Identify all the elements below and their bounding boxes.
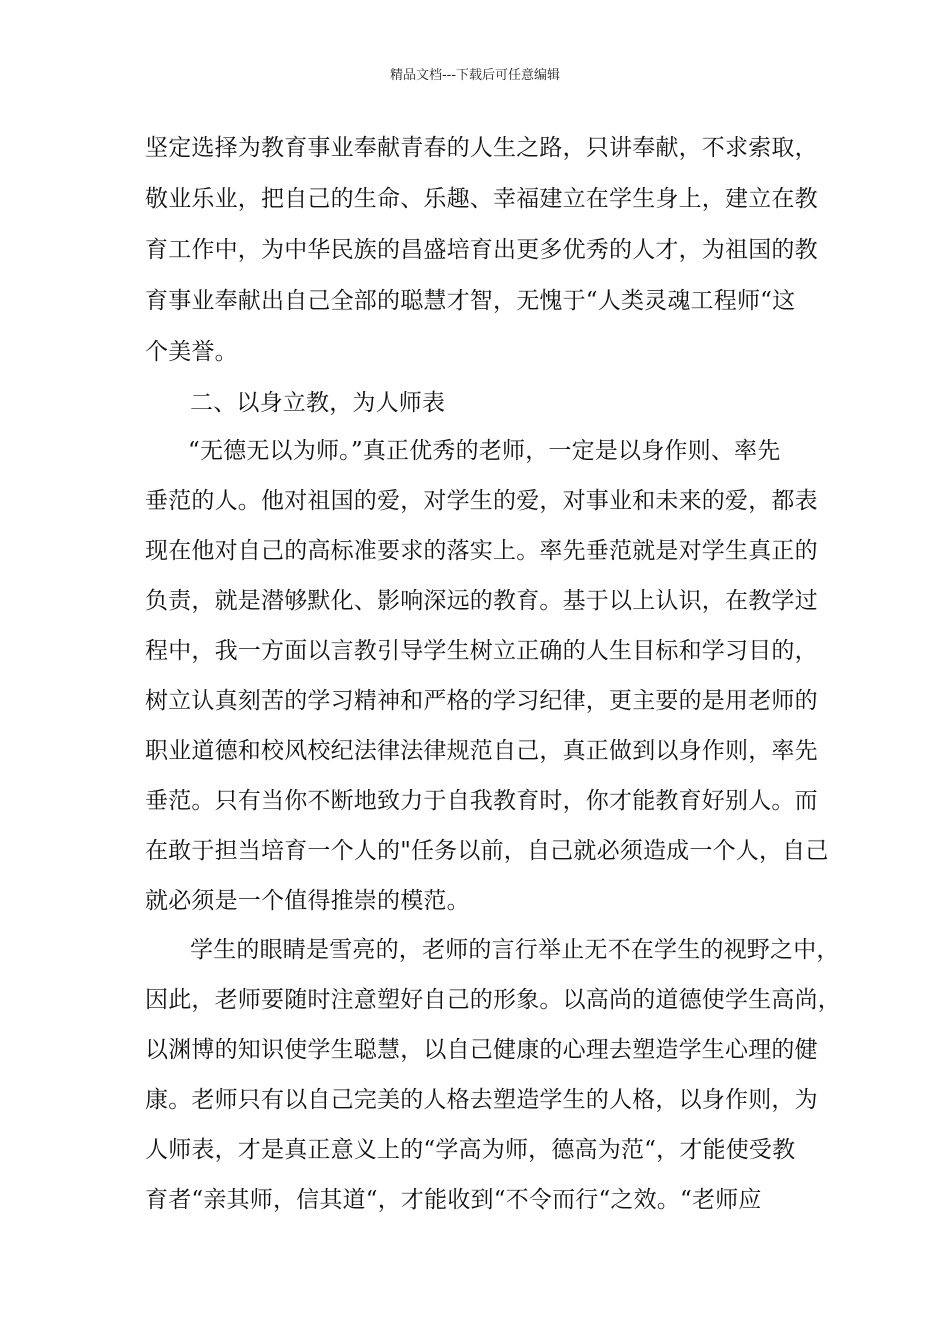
text-line: 康。老师只有以自己完美的人格去塑造学生的人格，以身作则，为: [145, 1087, 818, 1113]
text-line: 树立认真刻苦的学习精神和严格的学习纪律，更主要的是用老师的: [145, 688, 818, 714]
text-line: 在敢于担当培育一个人的"任务以前，自己就必须造成一个人，自己: [145, 838, 829, 864]
text-line: 育事业奉献出自己全部的聪慧才智，无愧于“人类灵魂工程师“这: [145, 288, 796, 314]
text-line: 坚定选择为教育事业奉献青春的人生之路，只讲奉献，不求索取，: [145, 135, 818, 161]
page-header: 精品文档---下载后可任意编辑: [389, 68, 561, 83]
text-line: 现在他对自己的高标准要求的落实上。率先垂范就是对学生真正的: [145, 538, 818, 564]
text-line: 个美誉。: [145, 339, 238, 365]
text-line: 人师表，才是真正意义上的“学高为师，德高为范“，才能使受教: [145, 1137, 796, 1163]
text-line: 育者“亲其师，信其道“，才能收到“不令而行“之效。“老师应: [145, 1187, 762, 1213]
text-line: 育工作中，为中华民族的昌盛培育出更多优秀的人才，为祖国的教: [145, 237, 818, 263]
text-line: 就必须是一个值得推崇的模范。: [145, 888, 470, 914]
text-line: 以渊博的知识使学生聪慧，以自己健康的心理去塑造学生心理的健: [145, 1037, 818, 1063]
section-heading: 二、以身立教，为人师表: [190, 390, 446, 416]
text-line: 敬业乐业，把自己的生命、乐趣、幸福建立在学生身上，建立在教: [145, 186, 818, 212]
text-line: 程中，我一方面以言教引导学生树立正确的人生目标和学习目的，: [145, 638, 818, 664]
text-line: 职业道德和校风校纪法律法律规范自己，真正做到以身作则，率先: [145, 738, 818, 764]
text-line: 学生的眼睛是雪亮的，老师的言行举止无不在学生的视野之中，: [190, 937, 840, 963]
text-line: 垂范的人。他对祖国的爱，对学生的爱，对事业和未来的爱，都表: [145, 488, 818, 514]
text-line: 负责，就是潜够默化、影响深远的教育。基于以上认识，在教学过: [145, 588, 818, 614]
text-line: 垂范。只有当你不断地致力于自我教育时，你才能教育好别人。而: [145, 788, 818, 814]
text-line: “无德无以为师。”真正优秀的老师，一定是以身作则、率先: [188, 438, 781, 464]
text-line: 因此，老师要随时注意塑好自己的形象。以高尚的道德使学生高尚，: [145, 987, 841, 1013]
